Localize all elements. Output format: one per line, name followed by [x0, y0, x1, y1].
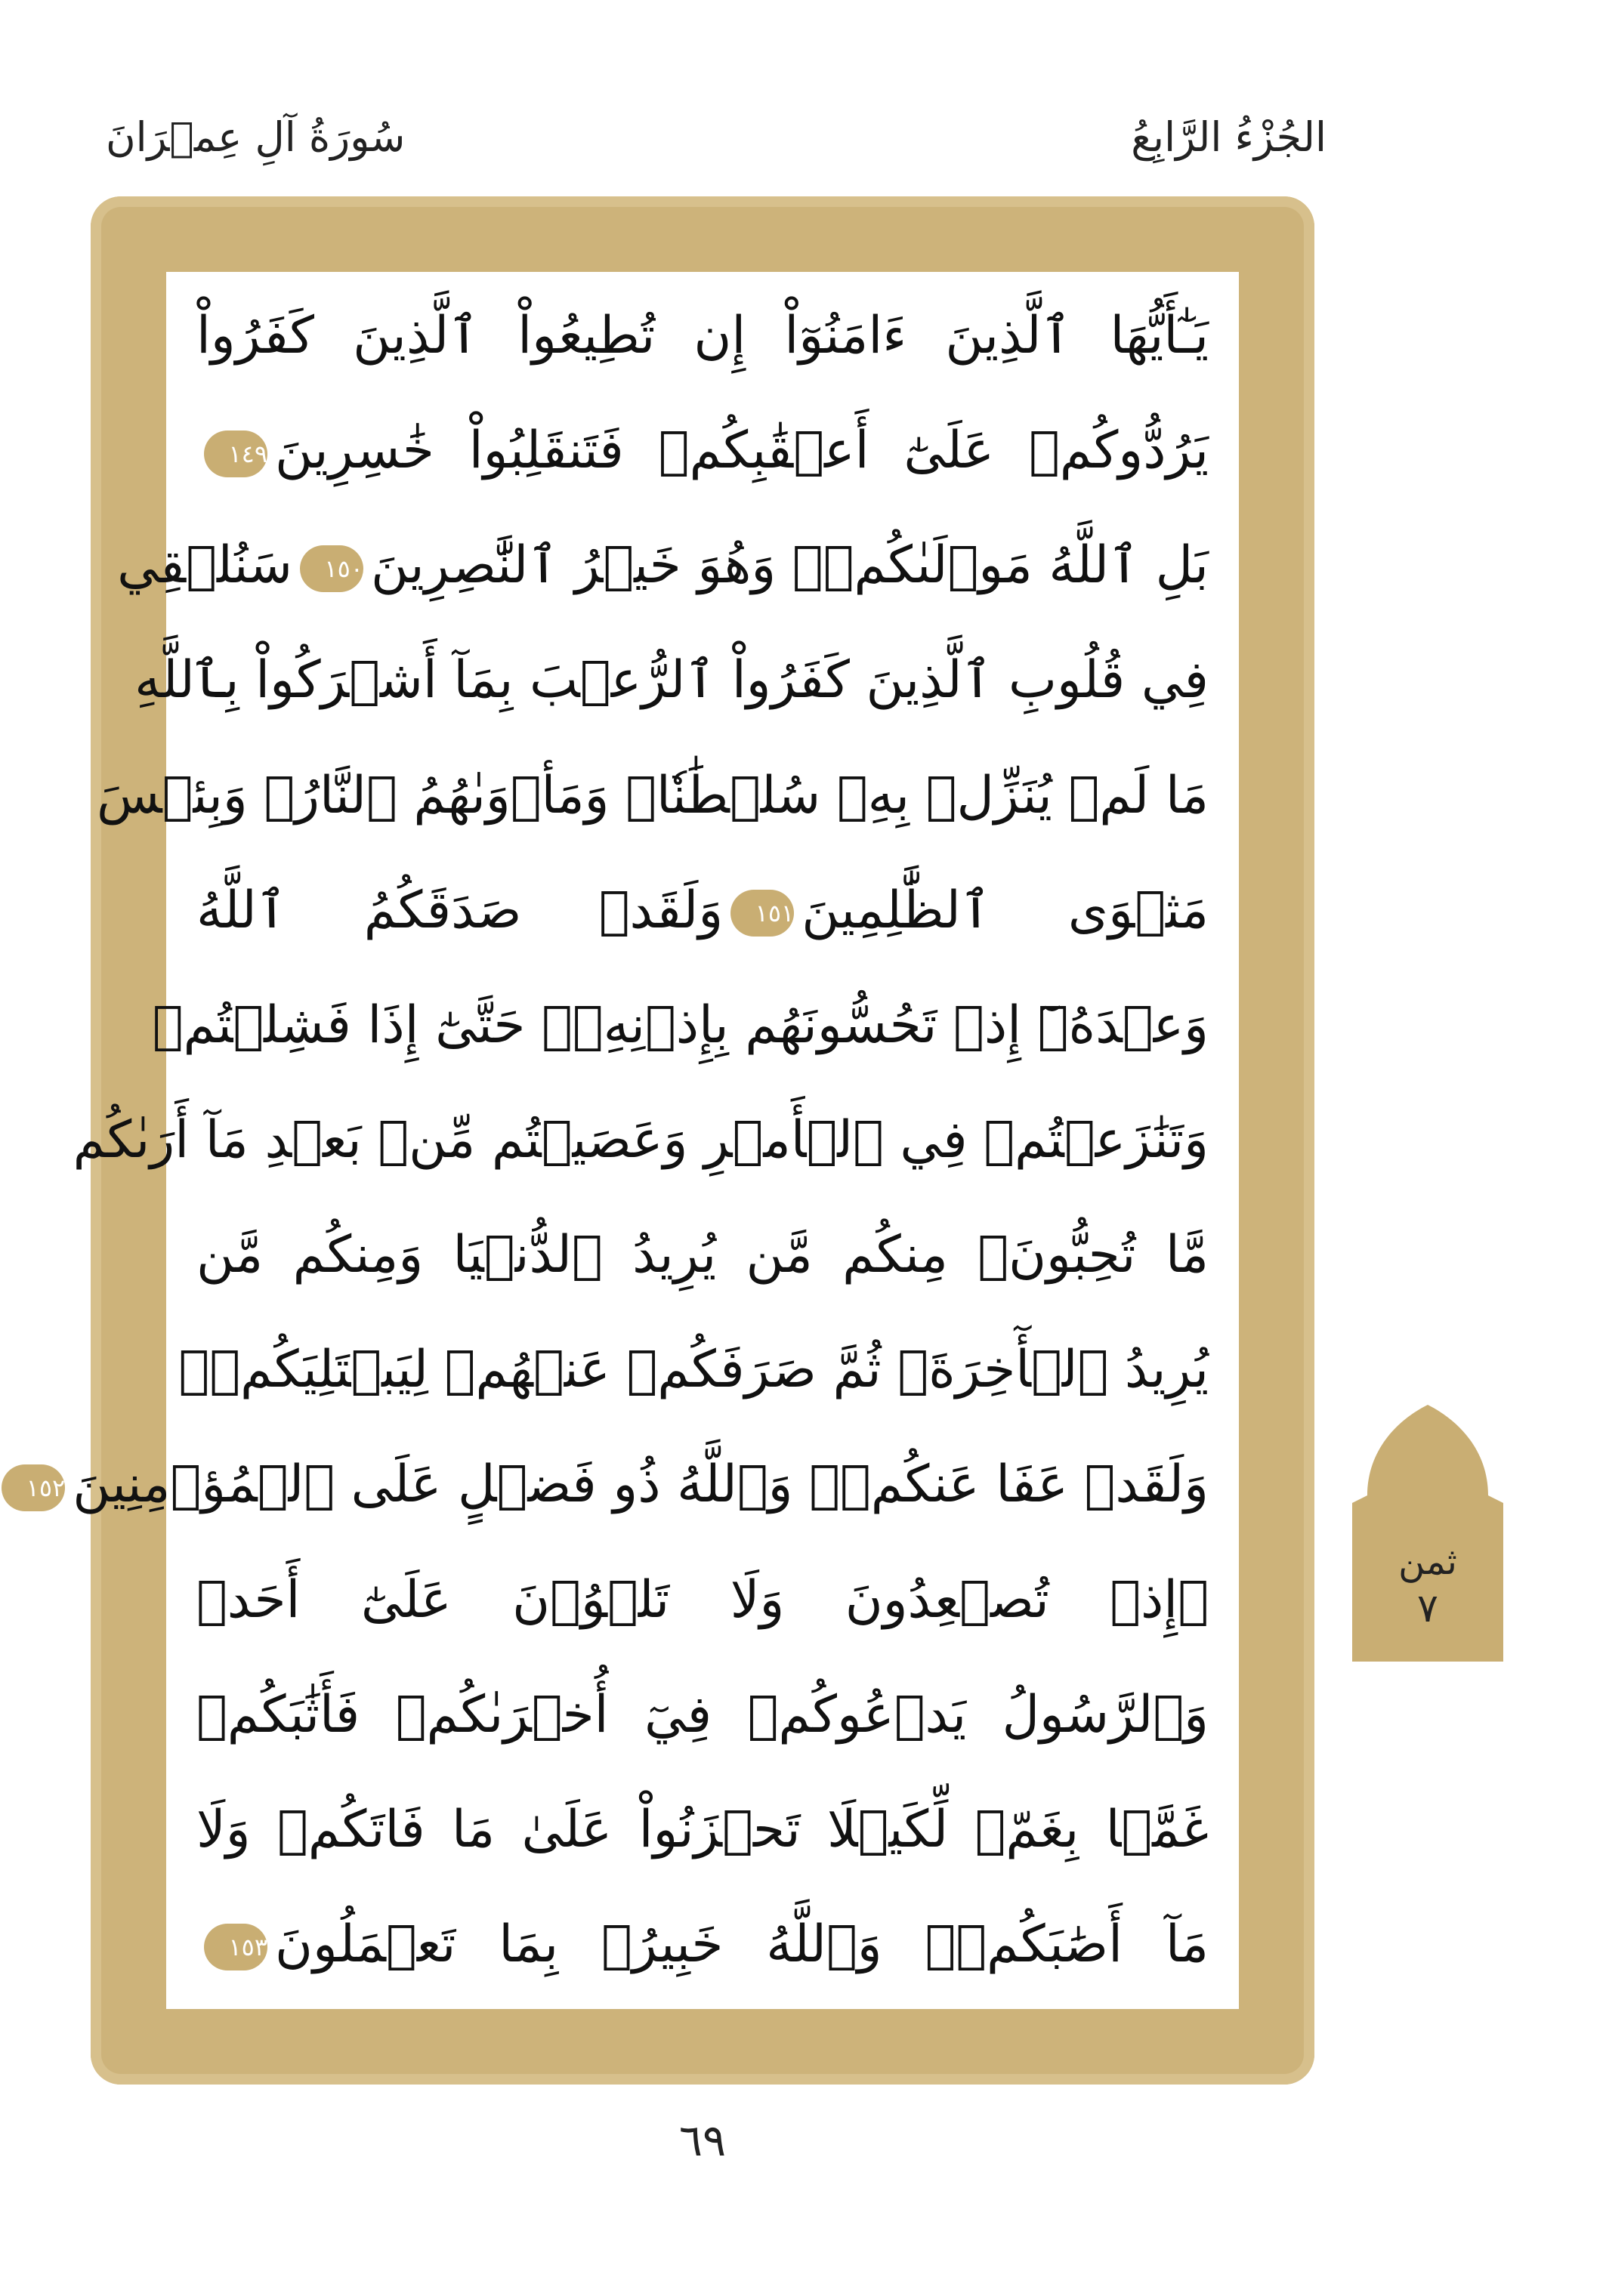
verse-line-6 [196, 866, 1209, 956]
verse-line-4 [134, 635, 1209, 726]
verse-text: يَـٰٓأَيُّهَا ٱلَّذِينَ ءَامَنُوٓاْ إِن تُطِيعُواْ ٱلَّذِينَ كَفَرُواْ [196, 306, 1209, 366]
verse-line-12 [196, 1555, 1209, 1646]
thumn-marker [1352, 1375, 1503, 1662]
thumn-label: ثمن [1398, 1541, 1457, 1583]
verses-block [26, 291, 1209, 1990]
verse-line-15 [196, 1899, 1209, 1990]
verse-text: مَآ أَصَٰبَكُمۡۗ وَٱللَّهُ خَبِيرُۢ بِمَا تَعۡمَلُونَ [275, 1914, 1209, 1974]
verse-line-5 [96, 751, 1209, 841]
verse-text: يُرِيدُ ٱلۡأٓخِرَةَۚ ثُمَّ صَرَفَكُمۡ عَنۡهُمۡ لِيَبۡتَلِيَكُمۡۖ [178, 1340, 1209, 1400]
verse-text: وَتَنَٰزَعۡتُمۡ فِي ٱلۡأَمۡرِ وَعَصَيۡتُم مِّنۢ بَعۡدِ مَآ أَرَىٰكُم [73, 1109, 1209, 1170]
verse-line-8 [73, 1095, 1209, 1186]
verse-line-7 [152, 980, 1209, 1071]
text-area [26, 272, 1239, 2009]
verse-line-3 [117, 520, 1209, 611]
verse-text: وَلَقَدۡ صَدَقَكُمُ ٱللَّهُ [196, 880, 724, 940]
thumn-number: ٧ [1417, 1586, 1438, 1631]
ayah-marker-152: ١٥٢ [2, 1464, 65, 1511]
ayah-marker-149: ١٤٩ [204, 430, 267, 477]
page-number: ٦٩ [678, 2115, 727, 2166]
verse-line-2 [196, 406, 1209, 496]
verse-line-9 [196, 1210, 1209, 1301]
juz-title: الجُزْءُ الرَّابِعُ [1131, 113, 1326, 161]
verse-line-13 [196, 1670, 1209, 1761]
verse-line-14 [196, 1785, 1209, 1875]
verse-text: مَا لَمۡ يُنَزِّلۡ بِهِۦ سُلۡطَٰنٗاۖ وَمَأۡوَىٰهُمُ ٱلنَّارُۖ وَبِئۡسَ [96, 765, 1209, 826]
verse-text: بَلِ ٱللَّهُ مَوۡلَىٰكُمۡۖ وَهُوَ خَيۡرُ ٱلنَّٰصِرِينَ [370, 535, 1209, 596]
verse-line-11 [26, 1440, 1209, 1530]
verse-text: مَّا تُحِبُّونَۚ مِنكُم مَّن يُرِيدُ ٱلدُّنۡيَا وَمِنكُم مَّن [196, 1225, 1209, 1285]
ayah-marker-151: ١٥١ [730, 890, 794, 937]
verse-text: غَمَّۢا بِغَمّٖ لِّكَيۡلَا تَحۡزَنُواْ عَلَىٰ مَا فَاتَكُمۡ وَلَا [196, 1799, 1209, 1859]
verse-text: فِي قُلُوبِ ٱلَّذِينَ كَفَرُواْ ٱلرُّعۡبَ بِمَآ أَشۡرَكُواْ بِٱللَّهِ [134, 650, 1209, 711]
verse-text: وَٱلرَّسُولُ يَدۡعُوكُمۡ فِيٓ أُخۡرَىٰكُمۡ فَأَثَٰبَكُمۡ [196, 1684, 1209, 1745]
verse-text: وَلَقَدۡ عَفَا عَنكُمۡۗ وَٱللَّهُ ذُو فَضۡلٍ عَلَى ٱلۡمُؤۡمِنِينَ [73, 1455, 1209, 1515]
ayah-marker-153: ١٥٣ [204, 1924, 267, 1970]
verse-text: يَرُدُّوكُمۡ عَلَىٰٓ أَعۡقَٰبِكُمۡ فَتَنقَلِبُواْ خَٰسِرِينَ [275, 421, 1209, 481]
ayah-marker-150: ١٥٠ [300, 545, 363, 592]
verse-line-10 [178, 1325, 1209, 1415]
verse-text: سَنُلۡقِي [117, 535, 292, 596]
verse-line-1 [196, 291, 1209, 381]
verse-text: ۞إِذۡ تُصۡعِدُونَ وَلَا تَلۡوُۥنَ عَلَىٰٓ أَحَدٖ [196, 1569, 1209, 1630]
verse-text: مَثۡوَى ٱلظَّٰلِمِينَ [801, 880, 1209, 940]
verse-text: وَعۡدَهُۥٓ إِذۡ تَحُسُّونَهُم بِإِذۡنِهِۦۖ حَتَّىٰٓ إِذَا فَشِلۡتُمۡ [152, 995, 1209, 1055]
page-frame [26, 196, 1314, 2085]
surah-title: سُورَةُ آلِ عِمۡرَانَ [106, 113, 406, 161]
